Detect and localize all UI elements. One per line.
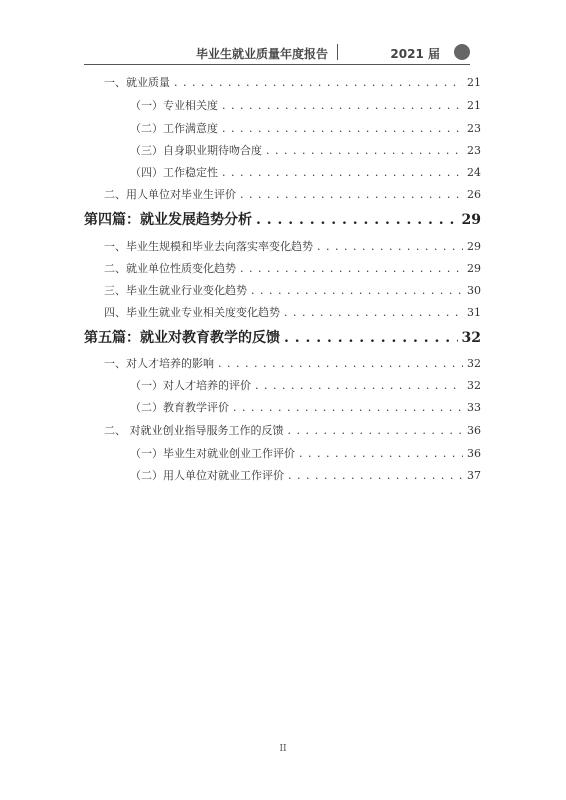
toc-entry-page: 31	[467, 306, 481, 319]
toc-part-label: 第四篇：就业发展趋势分析	[84, 212, 252, 228]
toc-part-page: 29	[461, 212, 481, 228]
toc-part-entry[interactable]	[84, 209, 481, 229]
toc-entry-page: 24	[467, 166, 481, 179]
toc-leader-dots	[233, 401, 463, 414]
toc-entry-label: （四）工作稳定性	[130, 166, 218, 179]
toc-entry-label: 一、毕业生规模和毕业去向落实率变化趋势	[104, 240, 313, 253]
toc-leader-dots	[218, 357, 463, 370]
toc-entry[interactable]	[130, 97, 481, 113]
toc-entry-page: 30	[467, 284, 481, 297]
toc-leader-dots	[240, 262, 463, 275]
toc-entry[interactable]	[130, 377, 481, 393]
header-year: 2021 届	[390, 47, 440, 61]
toc-entry-page: 37	[467, 469, 481, 482]
toc-entry-page: 36	[467, 447, 481, 460]
running-header	[84, 40, 470, 65]
toc-entry[interactable]	[104, 422, 481, 438]
toc-entry-label: （一）专业相关度	[130, 99, 218, 112]
toc-entry-page: 29	[467, 262, 481, 275]
toc-entry[interactable]	[104, 260, 481, 276]
toc-leader-dots	[299, 447, 463, 460]
toc-leader-dots	[266, 144, 463, 157]
toc-entry-label: 二、 对就业创业指导服务工作的反馈	[104, 424, 284, 437]
toc-entry-label: 二、就业单位性质变化趋势	[104, 262, 236, 275]
toc-entry[interactable]	[104, 282, 481, 298]
footer-page-number: II	[279, 744, 287, 754]
toc-entry-page: 36	[467, 424, 481, 437]
toc-entry-label: （一）对人才培养的评价	[130, 379, 251, 392]
toc-leader-dots	[284, 306, 463, 319]
toc-entry[interactable]	[104, 304, 481, 320]
toc-entry-label: （一）毕业生对就业创业工作评价	[130, 447, 295, 460]
toc-leader-dots	[288, 469, 463, 482]
toc-entry-page: 32	[467, 357, 481, 370]
toc-entry[interactable]	[104, 355, 481, 371]
toc-entry-page: 21	[467, 99, 481, 112]
toc-leader-dots	[222, 122, 463, 135]
toc-leader-dots	[284, 330, 458, 346]
toc-entry-label: 一、就业质量	[104, 76, 170, 89]
toc-entry-page: 21	[467, 76, 481, 89]
toc-entry-label: （二）教育教学评价	[130, 401, 229, 414]
header-title: 毕业生就业质量年度报告	[195, 47, 328, 61]
toc-part-entry[interactable]	[84, 327, 481, 347]
toc-entry-label: （三）自身职业期待吻合度	[130, 144, 262, 157]
toc-leader-dots	[240, 188, 463, 201]
toc-entry[interactable]	[104, 74, 481, 90]
toc-leader-dots	[288, 424, 464, 437]
toc-entry-page: 32	[467, 379, 481, 392]
toc-leader-dots	[222, 99, 463, 112]
header-dot-icon	[454, 44, 470, 60]
toc-entry-page: 26	[467, 188, 481, 201]
toc-entry[interactable]	[104, 186, 481, 202]
toc-leader-dots	[251, 284, 463, 297]
toc-entry-label: 四、毕业生就业专业相关度变化趋势	[104, 306, 280, 319]
toc-leader-dots	[317, 240, 463, 253]
toc-leader-dots	[222, 166, 463, 179]
toc-entry-label: 二、用人单位对毕业生评价	[104, 188, 236, 201]
toc-entry-label: （二）工作满意度	[130, 122, 218, 135]
toc-entry[interactable]	[104, 238, 481, 254]
header-divider	[337, 44, 338, 60]
toc-entry-page: 23	[467, 144, 481, 157]
toc-leader-dots	[174, 76, 463, 89]
toc-entry-label: 一、对人才培养的影响	[104, 357, 214, 370]
toc-part-page: 32	[461, 330, 481, 346]
toc-leader-dots	[255, 379, 463, 392]
toc-entry[interactable]	[130, 164, 481, 180]
toc-entry-label: （二）用人单位对就业工作评价	[130, 469, 284, 482]
toc-entry[interactable]	[130, 467, 481, 483]
toc-entry[interactable]	[130, 142, 481, 158]
toc-entry-label: 三、毕业生就业行业变化趋势	[104, 284, 247, 297]
toc-entry-page: 23	[467, 122, 481, 135]
toc-entry[interactable]	[130, 399, 481, 415]
toc-leader-dots	[256, 212, 458, 228]
toc-entry-page: 29	[467, 240, 481, 253]
toc-part-label: 第五篇：就业对教育教学的反馈	[84, 330, 280, 346]
toc-entry[interactable]	[130, 445, 481, 461]
toc-entry[interactable]	[130, 120, 481, 136]
toc-entry-page: 33	[467, 401, 481, 414]
